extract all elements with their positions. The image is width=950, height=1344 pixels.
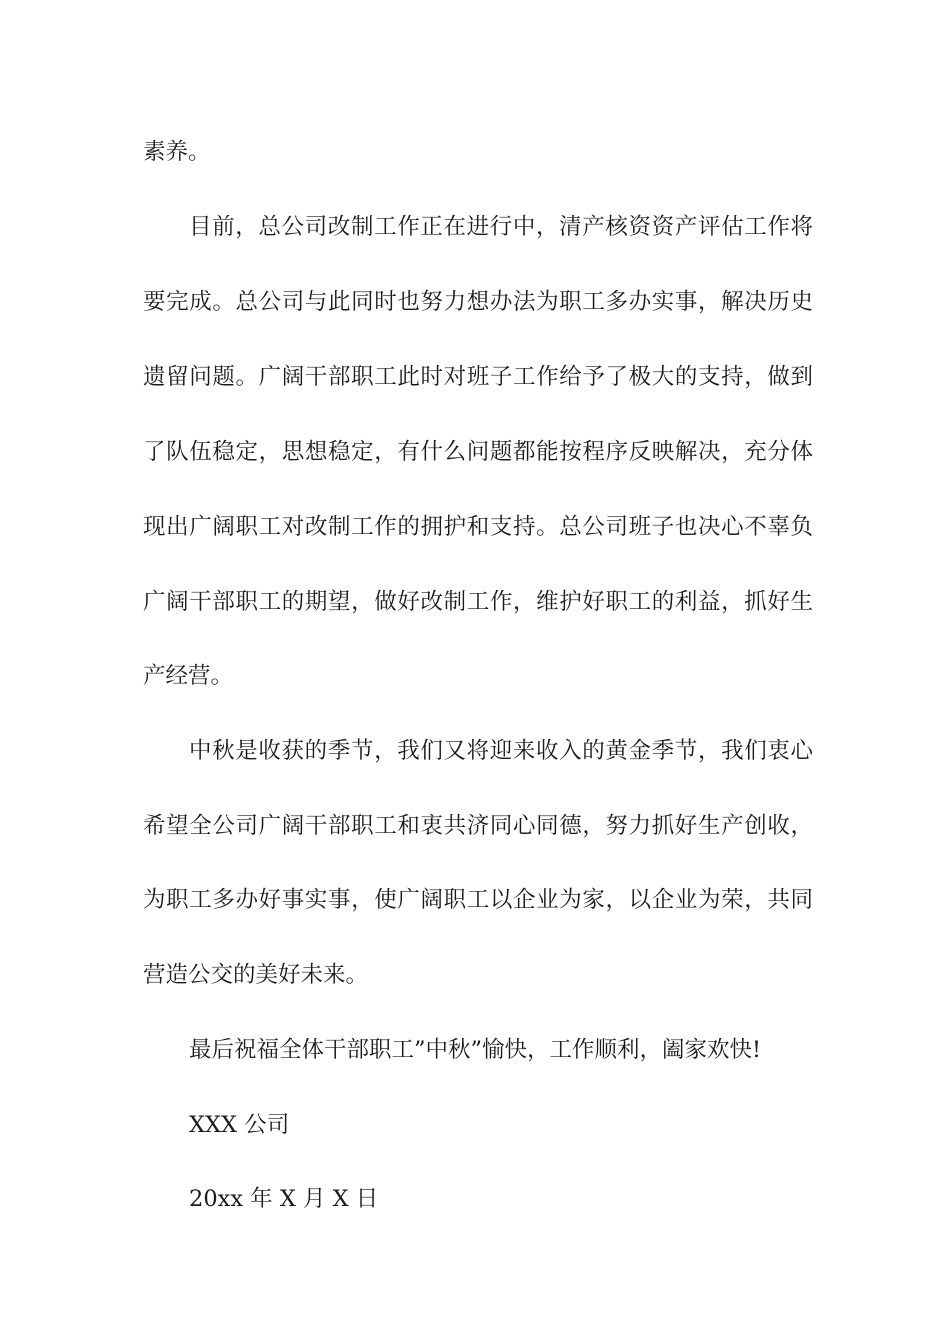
paragraph-2-line-5: 现出广阔职工对改制工作的拥护和支持。总公司班子也决心不辜负 bbox=[143, 514, 813, 540]
paragraph-2-line-7: 产经营。 bbox=[143, 663, 234, 689]
paragraph-2-line-1: 目前，总公司改制工作正在进行中，清产核资资产评估工作将 bbox=[189, 214, 813, 240]
paragraph-3-line-1: 中秋是收获的季节，我们又将迎来收入的黄金季节，我们衷心 bbox=[189, 738, 813, 764]
signature-date: 20xx 年 X 月 X 日 bbox=[189, 1186, 379, 1212]
paragraph-2-line-3: 遗留问题。广阔干部职工此时对班子工作给予了极大的支持，做到 bbox=[143, 364, 813, 390]
paragraph-2-line-2: 要完成。总公司与此同时也努力想办法为职工多办实事，解决历史 bbox=[143, 289, 813, 315]
paragraph-1-line-1: 素养。 bbox=[143, 139, 211, 165]
paragraph-3-line-2: 希望全公司广阔干部职工和衷共济同心同德，努力抓好生产创收， bbox=[143, 813, 813, 839]
signature-company: XXX 公司 bbox=[189, 1112, 290, 1138]
paragraph-3-line-4: 营造公交的美好未来。 bbox=[143, 962, 369, 988]
paragraph-3-line-3: 为职工多办好事实事，使广阔职工以企业为家，以企业为荣，共同 bbox=[143, 887, 813, 913]
paragraph-2-line-4: 了队伍稳定，思想稳定，有什么问题都能按程序反映解决，充分体 bbox=[143, 439, 813, 465]
paragraph-2-line-6: 广阔干部职工的期望，做好改制工作，维护好职工的利益，抓好生 bbox=[143, 589, 813, 615]
closing-greeting: 最后祝福全体干部职工”中秋”愉快，工作顺利，阖家欢快! bbox=[189, 1037, 762, 1063]
